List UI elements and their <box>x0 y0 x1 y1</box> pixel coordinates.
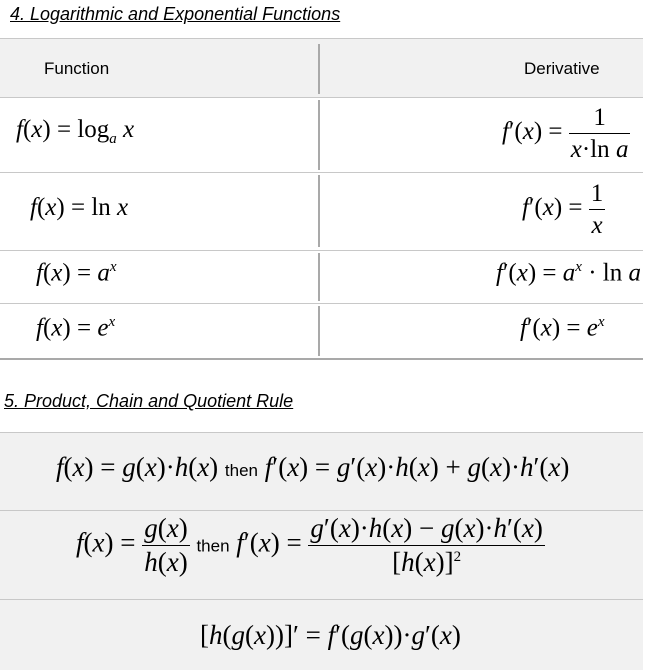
formula-function-ex: $f(x) = e^x$ <box>36 314 116 342</box>
section-4-title: 4. Logarithmic and Exponential Functions <box>10 4 341 24</box>
formula-function-ax: $f(x) = a^x$ <box>36 259 117 287</box>
formula-derivative-ax: $f'(x) = a^x \cdot \ln a$ <box>496 259 641 287</box>
formula-function-log: $f(x) = \log_a x$ <box>16 116 135 147</box>
formula-derivative-ln: f′(x) = $\frac{1}{x}$ <box>522 180 604 239</box>
chain-rule-formula: [h(g(x))]′ = f′(g(x))·g′(x) <box>200 620 461 650</box>
divider <box>0 250 643 251</box>
formula-derivative-ex: $f'(x) = e^x$ <box>520 314 605 342</box>
divider <box>0 172 643 173</box>
divider <box>0 510 643 511</box>
column-divider <box>318 44 320 94</box>
quotient-rule-formula: f(x) = $\frac{g(x)}{h(x)}$ then f′(x) = $\frac{g'(x)\cdot h(x) - g(x)\cdot h'(x)}{[h(x)]^2}$ <box>76 513 543 577</box>
divider <box>0 38 643 39</box>
divider <box>0 599 643 600</box>
product-rule-formula: f(x) = g(x)·h(x) then f′(x) = g′(x)·h(x) + g(x)·h′(x) <box>56 452 570 482</box>
then-label: then <box>196 536 230 556</box>
formula-derivative-log: f′(x) = $\frac{1}{\text{x·ln a}}$ <box>502 104 629 163</box>
table-bottom-border <box>0 358 643 360</box>
column-divider <box>318 306 320 356</box>
section-5-title: 5. Product, Chain and Quotient Rule <box>4 391 294 411</box>
divider <box>0 432 643 433</box>
formula-function-ln: f(x) = ln x <box>30 194 129 221</box>
column-divider <box>318 175 320 247</box>
divider <box>0 97 643 98</box>
column-header-derivative: Derivative <box>524 59 600 78</box>
column-divider <box>318 100 320 170</box>
then-label: then <box>224 461 259 480</box>
column-header-function: Function <box>44 59 110 78</box>
divider <box>0 303 643 304</box>
column-divider <box>318 253 320 301</box>
